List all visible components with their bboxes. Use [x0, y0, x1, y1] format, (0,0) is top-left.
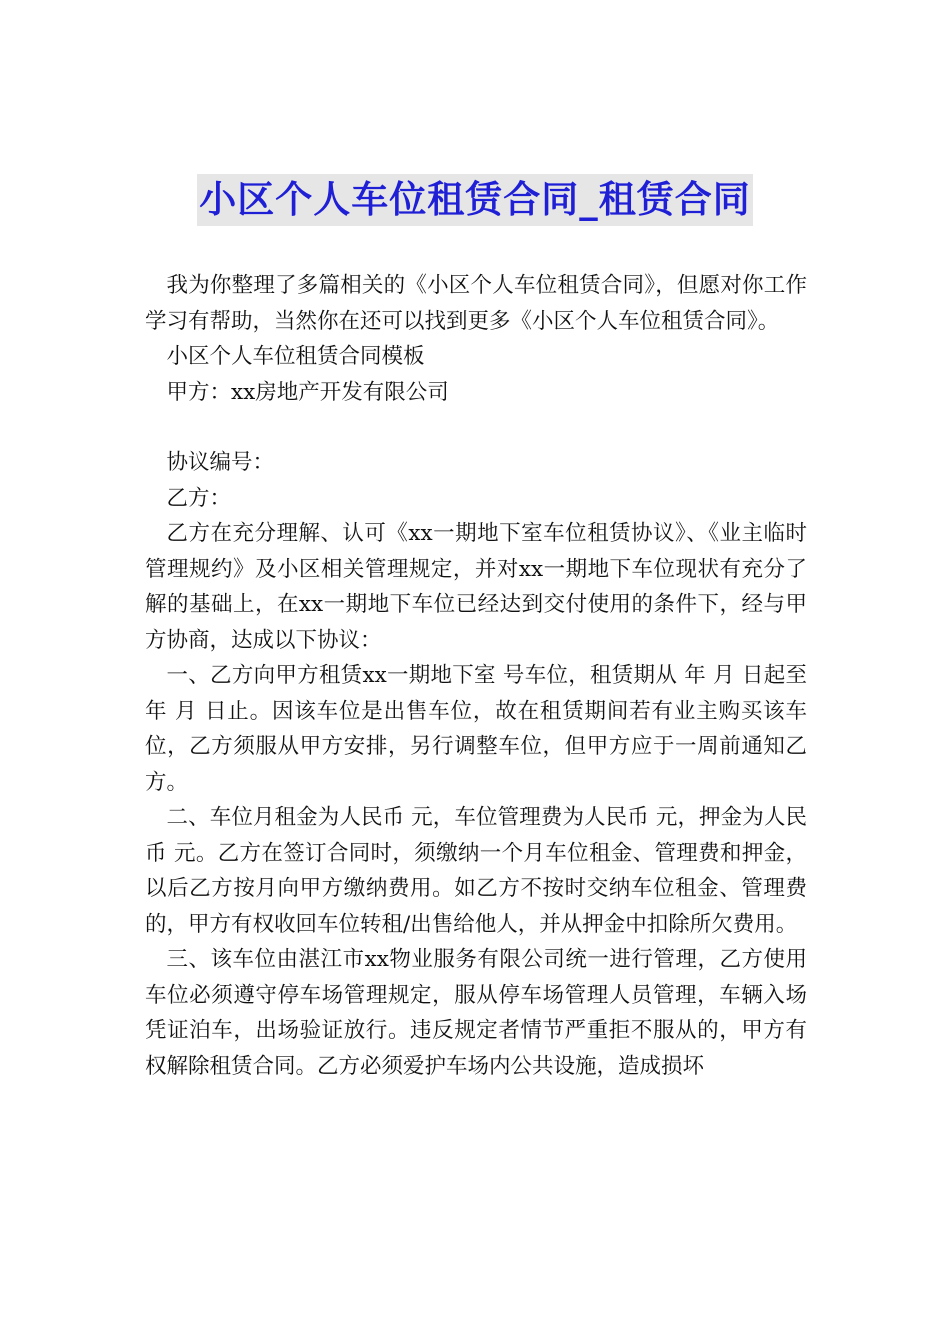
paragraph-clause-3: 三、该车位由湛江市xx物业服务有限公司统一进行管理，乙方使用车位必须遵守停车场管理规定，服从停车场管理人员管理，车辆入场凭证泊车，出场验证放行。违反规定者情节严重拒不服从的，甲方有权解除租赁合同。乙方必须爱护车场内公共设施，造成损坏 [145, 947, 807, 1079]
document-title: 小区个人车位租赁合同_租赁合同 [197, 174, 753, 226]
paragraph-clause-1: 一、乙方向甲方租赁xx一期地下室 号车位，租赁期从 年 月 日起至 年 月 日止。因该车位是出售车位，故在租赁期间若有业主购买该车位，乙方须服从甲方安排，另行调整车位，但甲方应于一周前通知乙方。 [145, 663, 807, 795]
blank-line [145, 410, 807, 445]
title-container [0, 174, 950, 226]
paragraph-party-b: 乙方： [166, 485, 232, 511]
paragraph-template-name: 小区个人车位租赁合同模板 [166, 344, 425, 369]
paragraph-agreement-number: 协议编号： [166, 450, 275, 475]
paragraph-clause-2: 二、车位月租金为人民币 元，车位管理费为人民币 元，押金为人民币 元。乙方在签订合同时，须缴纳一个月车位租金、管理费和押金，以后乙方按月向甲方缴纳费用。如乙方不按时交纳车位租金、管理费的，甲方有权收回车位转租/出售给他人，并从押金中扣除所欠费用。 [145, 805, 807, 937]
paragraph-intro: 我为你整理了多篇相关的《小区个人车位租赁合同》，但愿对你工作学习有帮助，当然你在还可以找到更多《小区个人车位租赁合同》。 [145, 273, 807, 334]
document-body [145, 268, 807, 1084]
paragraph-party-a: 甲方：xx房地产开发有限公司 [166, 379, 449, 405]
paragraph-preamble: 乙方在充分理解、认可《xx一期地下室车位租赁协议》、《业主临时管理规约》及小区相关管理规定，并对xx一期地下车位现状有充分了解的基础上，在xx一期地下车位已经达到交付使用的条件下，经与甲方协商，达成以下协议： [145, 521, 807, 653]
